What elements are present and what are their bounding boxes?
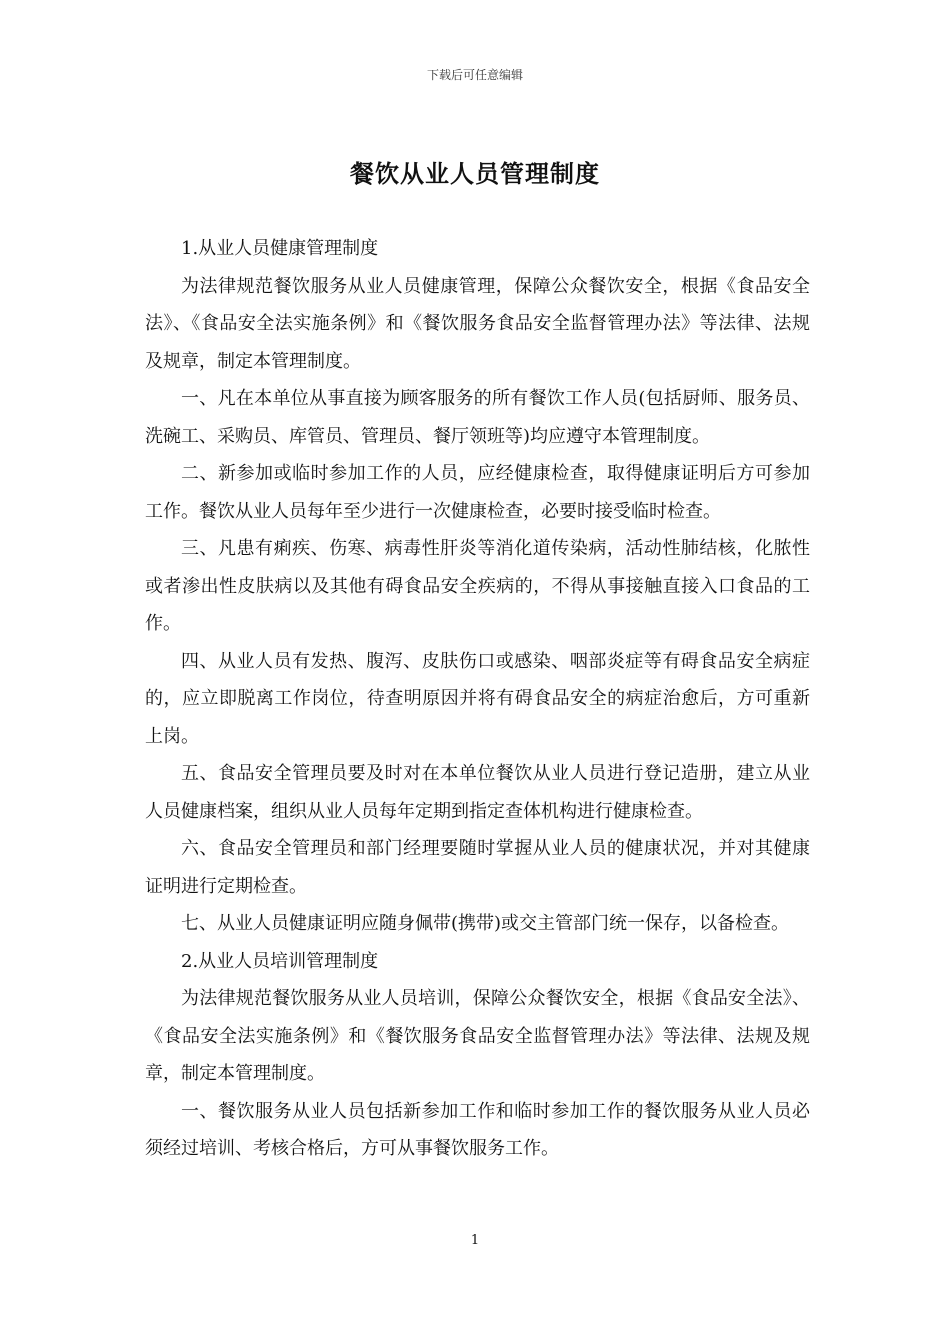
paragraph-training-intro: 为法律规范餐饮服务从业人员培训，保障公众餐饮安全，根据《食品安全法》、《食品安全法实施条例》和《餐饮服务食品安全监督管理办法》等法律、法规及规章，制定本管理制度。 [145,988,810,1084]
header-note: 下载后可任意编辑 [426,68,523,82]
paragraph-health-rule-6: 六、食品安全管理员和部门经理要随时掌握从业人员的健康状况，并对其健康证明进行定期检查。 [145,838,810,897]
section-heading-training: 2.从业人员培训管理制度 [181,950,379,972]
paragraph-health-rule-4: 四、从业人员有发热、腹泻、皮肤伤口或感染、咽部炎症等有碍食品安全病症的，应立即脱离工作岗位，待查明原因并将有碍食品安全的病症治愈后，方可重新上岗。 [145,650,810,747]
paragraph-training-rule-1: 一、餐饮服务从业人员包括新参加工作和临时参加工作的餐饮服务从业人员必须经过培训、考核合格后，方可从事餐饮服务工作。 [145,1100,810,1159]
document-title: 餐饮从业人员管理制度 [350,160,600,188]
page-number: 1 [470,1233,480,1248]
paragraph-health-rule-2: 二、新参加或临时参加工作的人员，应经健康检查，取得健康证明后方可参加工作。餐饮从业人员每年至少进行一次健康检查，必要时接受临时检查。 [145,463,810,522]
section-heading-health: 1.从业人员健康管理制度 [181,238,379,259]
paragraph-health-rule-1: 一、凡在本单位从事直接为顾客服务的所有餐饮工作人员(包括厨师、服务员、洗碗工、采购员、库管员、管理员、餐厅领班等)均应遵守本管理制度。 [145,388,810,447]
document-body [145,230,810,1168]
paragraph-health-rule-5: 五、食品安全管理员要及时对在本单位餐饮从业人员进行登记造册，建立从业人员健康档案，组织从业人员每年定期到指定查体机构进行健康检查。 [145,763,810,822]
paragraph-health-intro: 为法律规范餐饮服务从业人员健康管理，保障公众餐饮安全，根据《食品安全法》、《食品安全法实施条例》和《餐饮服务食品安全监督管理办法》等法律、法规及规章，制定本管理制度。 [145,275,810,372]
paragraph-health-rule-3: 三、凡患有痢疾、伤寒、病毒性肝炎等消化道传染病，活动性肺结核，化脓性或者渗出性皮肤病以及其他有碍食品安全疾病的，不得从事接触直接入口食品的工作。 [145,538,810,634]
paragraph-health-rule-7: 七、从业人员健康证明应随身佩带(携带)或交主管部门统一保存，以备检查。 [181,913,790,934]
